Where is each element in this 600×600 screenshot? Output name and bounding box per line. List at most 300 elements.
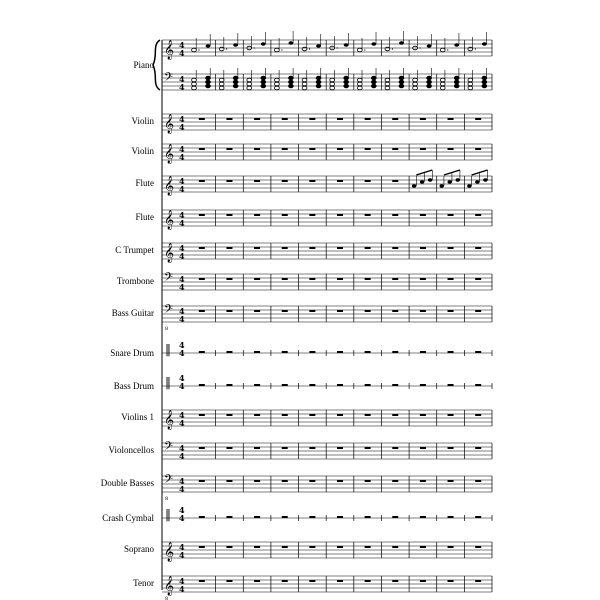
instrument-name: Crash Cymbal xyxy=(102,513,154,523)
whole-rest xyxy=(392,118,398,120)
whole-rest xyxy=(420,310,426,312)
quarter-note xyxy=(289,41,294,45)
treble-clef-icon: 𝄞 xyxy=(164,210,175,230)
chord-note xyxy=(192,78,197,82)
chord-note xyxy=(219,86,224,90)
bass-clef-icon: 𝄢 xyxy=(164,71,174,87)
ottava-mark: 8 xyxy=(165,326,169,332)
chord-note xyxy=(206,80,211,84)
melody-note xyxy=(428,178,432,181)
instrument-name: Violin xyxy=(131,146,154,156)
whole-rest xyxy=(420,580,426,582)
whole-rest xyxy=(254,214,260,216)
time-signature-top: 4 xyxy=(179,306,185,316)
whole-rest xyxy=(309,247,315,249)
time-signature-bottom: 4 xyxy=(179,484,185,494)
chord-note xyxy=(468,82,473,86)
melody-note xyxy=(420,180,424,183)
chord-note xyxy=(289,80,294,84)
whole-rest xyxy=(309,480,315,482)
chord-note xyxy=(440,78,445,82)
time-signature-bottom: 4 xyxy=(179,513,185,523)
whole-rest xyxy=(309,180,315,182)
whole-rest xyxy=(199,546,205,548)
chord-note xyxy=(275,86,280,90)
whole-rest xyxy=(337,414,343,416)
chord-note xyxy=(316,80,321,84)
staff-violin-1 xyxy=(162,144,492,164)
whole-rest xyxy=(337,148,343,150)
chord-note xyxy=(399,76,404,80)
whole-rest xyxy=(199,516,205,518)
whole-rest xyxy=(282,414,288,416)
instrument-name: Trombone xyxy=(116,276,154,286)
whole-rest xyxy=(420,214,426,216)
whole-rest xyxy=(282,118,288,120)
whole-rest xyxy=(365,351,371,353)
time-signature-top: 4 xyxy=(179,74,185,84)
whole-rest xyxy=(420,516,426,518)
half-note xyxy=(440,48,445,52)
chord-note xyxy=(454,84,459,88)
treble-clef-icon: 𝄞 xyxy=(164,114,175,134)
whole-rest xyxy=(475,351,481,353)
whole-rest xyxy=(420,247,426,249)
time-signature-bottom: 4 xyxy=(179,451,185,461)
whole-rest xyxy=(337,180,343,182)
whole-rest xyxy=(282,384,288,386)
time-signature-bottom: 4 xyxy=(179,348,185,358)
quarter-note xyxy=(427,44,432,48)
chord-note xyxy=(219,82,224,86)
chord-note xyxy=(440,82,445,86)
chord-note xyxy=(371,76,376,80)
whole-rest xyxy=(226,351,232,353)
whole-rest xyxy=(365,278,371,280)
whole-rest xyxy=(475,214,481,216)
whole-rest xyxy=(282,180,288,182)
whole-rest xyxy=(282,214,288,216)
whole-rest xyxy=(254,480,260,482)
whole-rest xyxy=(420,278,426,280)
staff-piano xyxy=(162,31,492,92)
whole-rest xyxy=(475,447,481,449)
chord-note xyxy=(440,86,445,90)
half-note xyxy=(192,48,197,52)
whole-rest xyxy=(199,580,205,582)
whole-rest xyxy=(337,247,343,249)
melody-note xyxy=(448,180,452,183)
time-signature-top: 4 xyxy=(179,505,185,515)
quarter-note xyxy=(316,44,321,48)
whole-rest xyxy=(475,310,481,312)
whole-rest xyxy=(199,118,205,120)
chord-note xyxy=(247,86,252,90)
chord-note xyxy=(275,82,280,86)
percussion-clef-icon: ‖ xyxy=(165,507,171,521)
whole-rest xyxy=(254,384,260,386)
whole-rest xyxy=(254,148,260,150)
instrument-name-piano: Piano xyxy=(133,60,154,70)
whole-rest xyxy=(392,148,398,150)
whole-rest xyxy=(365,180,371,182)
time-signature-top: 4 xyxy=(179,340,185,350)
whole-rest xyxy=(282,546,288,548)
whole-rest xyxy=(309,278,315,280)
time-signature-top: 4 xyxy=(179,114,185,124)
chord-note xyxy=(371,80,376,84)
whole-rest xyxy=(254,580,260,582)
chord-note xyxy=(482,84,487,88)
time-signature-top: 4 xyxy=(179,410,185,420)
whole-rest xyxy=(337,516,343,518)
whole-rest xyxy=(448,384,454,386)
quarter-note xyxy=(399,41,404,45)
whole-rest xyxy=(337,580,343,582)
chord-note xyxy=(454,80,459,84)
whole-rest xyxy=(392,247,398,249)
whole-rest xyxy=(475,118,481,120)
instrument-name: C Trumpet xyxy=(115,245,154,255)
chord-note xyxy=(357,86,362,90)
whole-rest xyxy=(309,384,315,386)
chord-note xyxy=(316,76,321,80)
whole-rest xyxy=(309,546,315,548)
piano-brace xyxy=(153,40,160,90)
whole-rest xyxy=(254,516,260,518)
whole-rest xyxy=(365,148,371,150)
whole-rest xyxy=(475,247,481,249)
whole-rest xyxy=(448,118,454,120)
whole-rest xyxy=(365,480,371,482)
whole-rest xyxy=(392,516,398,518)
bass-clef-icon: 𝄢 xyxy=(164,271,174,287)
chord-note xyxy=(344,84,349,88)
staff-tenor-14 xyxy=(162,576,492,600)
melody-note xyxy=(467,184,471,187)
half-note xyxy=(275,48,280,52)
time-signature-bottom: 4 xyxy=(179,381,185,391)
chord-note xyxy=(192,86,197,90)
chord-note xyxy=(247,78,252,82)
whole-rest xyxy=(392,447,398,449)
instrument-name: Violoncellos xyxy=(108,445,154,455)
whole-rest xyxy=(365,546,371,548)
whole-rest xyxy=(199,214,205,216)
percussion-clef-icon: ‖ xyxy=(165,375,171,389)
whole-rest xyxy=(365,414,371,416)
whole-rest xyxy=(226,247,232,249)
whole-rest xyxy=(448,480,454,482)
staff-flute-3 xyxy=(162,210,492,230)
chord-note xyxy=(427,84,432,88)
whole-rest xyxy=(282,580,288,582)
staff-violin-0 xyxy=(162,114,492,134)
instrument-name: Flute xyxy=(135,212,154,222)
chord-note xyxy=(371,84,376,88)
chord-note xyxy=(330,78,335,82)
whole-rest xyxy=(226,278,232,280)
whole-rest xyxy=(199,384,205,386)
chord-note xyxy=(233,84,238,88)
whole-rest xyxy=(199,247,205,249)
time-signature-top: 4 xyxy=(179,40,185,50)
whole-rest xyxy=(420,447,426,449)
whole-rest xyxy=(337,447,343,449)
chord-note xyxy=(427,80,432,84)
whole-rest xyxy=(282,351,288,353)
chord-note xyxy=(482,76,487,80)
whole-rest xyxy=(365,580,371,582)
whole-rest xyxy=(226,516,232,518)
whole-rest xyxy=(448,580,454,582)
chord-note xyxy=(330,86,335,90)
whole-rest xyxy=(392,546,398,548)
whole-rest xyxy=(365,247,371,249)
whole-rest xyxy=(226,414,232,416)
instrument-name: Violin xyxy=(131,116,154,126)
whole-rest xyxy=(475,278,481,280)
chord-note xyxy=(289,84,294,88)
whole-rest xyxy=(226,580,232,582)
chord-note xyxy=(330,82,335,86)
melody-note xyxy=(440,184,444,187)
time-signature-bottom: 4 xyxy=(179,251,185,261)
chord-note xyxy=(468,78,473,82)
whole-rest xyxy=(282,247,288,249)
chord-note xyxy=(385,82,390,86)
half-note xyxy=(357,48,362,52)
chord-note xyxy=(206,84,211,88)
whole-rest xyxy=(392,580,398,582)
bass-clef-icon: 𝄢 xyxy=(164,440,174,456)
bass-clef-icon: 𝄢 xyxy=(164,303,174,319)
whole-rest xyxy=(448,447,454,449)
whole-rest xyxy=(420,546,426,548)
time-signature-bottom: 4 xyxy=(179,48,185,58)
whole-rest xyxy=(420,384,426,386)
whole-rest xyxy=(448,278,454,280)
whole-rest xyxy=(337,310,343,312)
time-signature-top: 4 xyxy=(179,210,185,220)
time-signature-bottom: 4 xyxy=(179,418,185,428)
whole-rest xyxy=(392,351,398,353)
time-signature-bottom: 4 xyxy=(179,584,185,594)
whole-rest xyxy=(365,516,371,518)
quarter-note xyxy=(344,43,349,47)
melody-note xyxy=(483,178,487,181)
whole-rest xyxy=(199,447,205,449)
whole-rest xyxy=(226,480,232,482)
whole-rest xyxy=(226,384,232,386)
treble-clef-icon: 𝄞 xyxy=(164,542,175,562)
whole-rest xyxy=(392,214,398,216)
instrument-name: Tenor xyxy=(133,578,154,588)
chord-note xyxy=(385,78,390,82)
staff-double-basses-11 xyxy=(162,473,492,502)
chord-note xyxy=(302,86,307,90)
time-signature-bottom: 4 xyxy=(179,122,185,132)
whole-rest xyxy=(392,414,398,416)
whole-rest xyxy=(199,278,205,280)
staff-c-trumpet-4 xyxy=(162,243,492,263)
whole-rest xyxy=(254,278,260,280)
quarter-note xyxy=(233,43,238,47)
melody-note xyxy=(475,180,479,183)
instrument-name: Soprano xyxy=(124,544,154,554)
chord-note xyxy=(399,80,404,84)
whole-rest xyxy=(199,414,205,416)
instrument-name: Violins 1 xyxy=(121,412,154,422)
chord-note xyxy=(289,76,294,80)
time-signature-top: 4 xyxy=(179,144,185,154)
whole-rest xyxy=(475,580,481,582)
whole-rest xyxy=(226,214,232,216)
whole-rest xyxy=(392,278,398,280)
whole-rest xyxy=(448,351,454,353)
time-signature-top: 4 xyxy=(179,243,185,253)
whole-rest xyxy=(475,384,481,386)
whole-rest xyxy=(226,180,232,182)
whole-rest xyxy=(309,516,315,518)
treble-clef-icon: 𝄞 xyxy=(164,576,175,596)
whole-rest xyxy=(365,118,371,120)
whole-rest xyxy=(337,278,343,280)
whole-rest xyxy=(420,118,426,120)
treble-clef-icon: 𝄞 xyxy=(164,144,175,164)
treble-clef-icon: 𝄞 xyxy=(164,40,175,60)
chord-note xyxy=(413,86,418,90)
whole-rest xyxy=(365,447,371,449)
whole-rest xyxy=(226,148,232,150)
instrument-name: Bass Drum xyxy=(113,381,154,391)
staff-snare-drum-7 xyxy=(162,340,492,358)
whole-rest xyxy=(254,180,260,182)
instrument-name: Snare Drum xyxy=(110,348,154,358)
whole-rest xyxy=(448,516,454,518)
whole-rest xyxy=(365,310,371,312)
whole-rest xyxy=(475,546,481,548)
whole-rest xyxy=(309,351,315,353)
whole-rest xyxy=(254,546,260,548)
whole-rest xyxy=(448,546,454,548)
treble-clef-icon: 𝄞 xyxy=(164,176,175,196)
whole-rest xyxy=(475,414,481,416)
whole-rest xyxy=(337,118,343,120)
whole-rest xyxy=(420,148,426,150)
whole-rest xyxy=(309,214,315,216)
whole-rest xyxy=(254,351,260,353)
chord-note xyxy=(357,82,362,86)
whole-rest xyxy=(420,480,426,482)
whole-rest xyxy=(475,148,481,150)
chord-note xyxy=(427,76,432,80)
whole-rest xyxy=(420,414,426,416)
whole-rest xyxy=(309,580,315,582)
time-signature-top: 4 xyxy=(179,476,185,486)
whole-rest xyxy=(448,247,454,249)
ottava-mark: 8 xyxy=(165,496,169,502)
chord-note xyxy=(482,80,487,84)
whole-rest xyxy=(254,447,260,449)
chord-note xyxy=(302,78,307,82)
chord-note xyxy=(275,78,280,82)
whole-rest xyxy=(337,351,343,353)
staff-flute-2 xyxy=(162,170,492,196)
whole-rest xyxy=(475,480,481,482)
whole-rest xyxy=(282,148,288,150)
staff-crash-cymbal-12 xyxy=(162,505,492,523)
whole-rest xyxy=(337,214,343,216)
quarter-note xyxy=(482,42,487,46)
chord-note xyxy=(399,84,404,88)
instrument-name: Bass Guitar xyxy=(111,308,154,318)
chord-note xyxy=(413,78,418,82)
whole-rest xyxy=(199,351,205,353)
quarter-note xyxy=(206,44,211,48)
whole-rest xyxy=(420,351,426,353)
melody-note xyxy=(456,178,460,181)
staff-bass-drum-8 xyxy=(162,373,492,391)
whole-rest xyxy=(309,414,315,416)
whole-rest xyxy=(337,480,343,482)
whole-rest xyxy=(337,546,343,548)
whole-rest xyxy=(448,148,454,150)
time-signature-bottom: 4 xyxy=(179,282,185,292)
whole-rest xyxy=(254,247,260,249)
ottava-mark: 8 xyxy=(165,596,169,600)
chord-note xyxy=(454,76,459,80)
percussion-clef-icon: ‖ xyxy=(165,342,171,356)
whole-rest xyxy=(226,310,232,312)
whole-rest xyxy=(309,447,315,449)
quarter-note xyxy=(371,42,376,46)
whole-rest xyxy=(282,310,288,312)
instrument-name: Flute xyxy=(135,178,154,188)
chord-note xyxy=(413,82,418,86)
whole-rest xyxy=(392,384,398,386)
whole-rest xyxy=(309,148,315,150)
chord-note xyxy=(192,82,197,86)
melody-note xyxy=(412,184,416,187)
time-signature-bottom: 4 xyxy=(179,218,185,228)
whole-rest xyxy=(448,310,454,312)
time-signature-top: 4 xyxy=(179,542,185,552)
instrument-name: Double Basses xyxy=(100,478,154,488)
staff-bass-guitar-6 xyxy=(162,303,492,332)
chord-note xyxy=(316,84,321,88)
chord-note xyxy=(344,80,349,84)
whole-rest xyxy=(254,118,260,120)
whole-rest xyxy=(226,546,232,548)
whole-rest xyxy=(254,310,260,312)
time-signature-top: 4 xyxy=(179,443,185,453)
whole-rest xyxy=(226,118,232,120)
treble-clef-icon: 𝄞 xyxy=(164,243,175,263)
chord-note xyxy=(261,80,266,84)
whole-rest xyxy=(309,118,315,120)
time-signature-bottom: 4 xyxy=(179,82,185,92)
whole-rest xyxy=(282,447,288,449)
time-signature-bottom: 4 xyxy=(179,550,185,560)
chord-note xyxy=(233,80,238,84)
whole-rest xyxy=(282,278,288,280)
whole-rest xyxy=(365,384,371,386)
chord-note xyxy=(357,78,362,82)
staff-violoncellos-10 xyxy=(162,440,492,461)
quarter-note xyxy=(261,42,266,46)
whole-rest xyxy=(337,384,343,386)
